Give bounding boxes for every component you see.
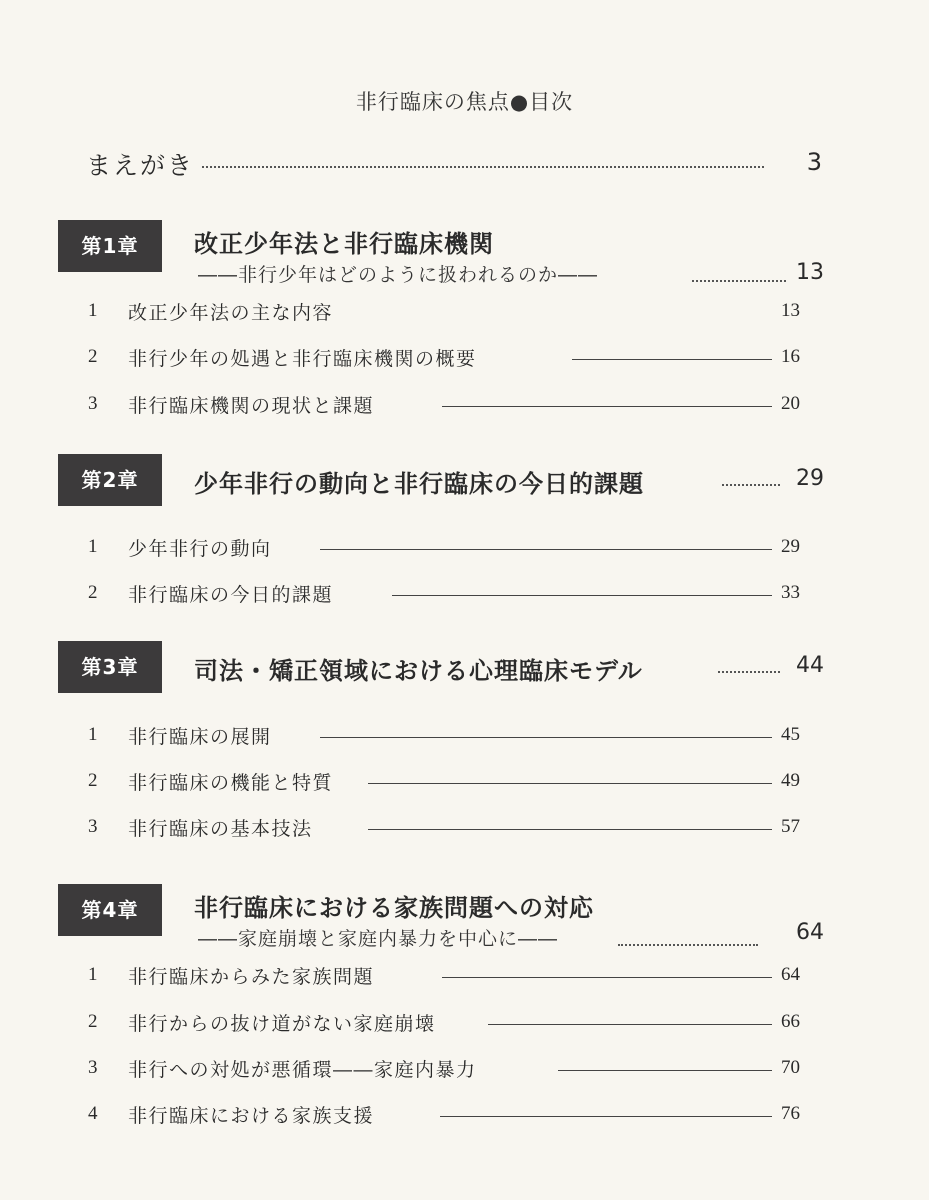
- section-number: 3: [88, 816, 98, 837]
- section-entry[interactable]: [88, 814, 800, 844]
- leader-rule: [572, 359, 772, 360]
- chapter-1-heading[interactable]: [58, 220, 824, 286]
- leader-rule: [442, 977, 772, 978]
- leader-rule: [320, 737, 772, 738]
- chapter-page-number: 44: [796, 653, 824, 678]
- chapter-4-heading[interactable]: [58, 884, 824, 950]
- leader-rule: [440, 1116, 772, 1117]
- section-title: 非行臨床機関の現状と課題: [128, 395, 375, 417]
- section-page-number: 66: [781, 1011, 800, 1032]
- dot-leader: [618, 944, 758, 946]
- section-title: 非行少年の処遇と非行臨床機関の概要: [128, 348, 477, 370]
- section-title: 非行臨床の今日的課題: [128, 584, 334, 606]
- section-number: 1: [88, 300, 98, 321]
- section-entry[interactable]: [88, 580, 800, 610]
- section-entry[interactable]: [88, 534, 800, 564]
- chapter-page-number: 13: [796, 260, 824, 285]
- chapter-title: 非行臨床における家族問題への対応: [194, 893, 594, 922]
- leader-rule: [488, 1024, 772, 1025]
- preface-label: まえがき: [86, 151, 195, 180]
- section-page-number: 29: [781, 536, 800, 557]
- section-title: 改正少年法の主な内容: [128, 302, 334, 324]
- section-number: 2: [88, 582, 98, 603]
- section-title: 非行臨床の機能と特質: [128, 772, 334, 794]
- dot-leader: [722, 484, 780, 486]
- leader-rule: [392, 595, 772, 596]
- section-entry[interactable]: [88, 344, 800, 374]
- section-page-number: 16: [781, 346, 800, 367]
- section-number: 1: [88, 536, 98, 557]
- section-entry[interactable]: [88, 722, 800, 752]
- section-page-number: 70: [781, 1057, 800, 1078]
- dot-leader: [718, 671, 780, 673]
- chapter-subtitle: ――家庭崩壊と家庭内暴力を中心に――: [198, 928, 559, 950]
- preface-entry[interactable]: [86, 146, 824, 180]
- section-entry[interactable]: [88, 1009, 800, 1039]
- section-title: 非行からの抜け道がない家庭崩壊: [128, 1013, 436, 1035]
- dot-leader: [202, 166, 764, 168]
- section-page-number: 57: [781, 816, 800, 837]
- section-title: 非行臨床における家族支援: [128, 1105, 375, 1127]
- chapter-badge: 第2章: [58, 454, 162, 506]
- section-entry[interactable]: [88, 962, 800, 992]
- section-page-number: 45: [781, 724, 800, 745]
- section-number: 2: [88, 770, 98, 791]
- leader-rule: [368, 829, 772, 830]
- leader-rule: [320, 549, 772, 550]
- chapter-title: 改正少年法と非行臨床機関: [194, 229, 494, 258]
- chapter-title: 司法・矯正領域における心理臨床モデル: [194, 656, 643, 685]
- preface-page-number: 3: [806, 148, 822, 176]
- section-number: 4: [88, 1103, 98, 1124]
- chapter-badge: 第1章: [58, 220, 162, 272]
- section-number: 2: [88, 346, 98, 367]
- section-number: 3: [88, 393, 98, 414]
- section-title: 非行臨床の展開: [128, 726, 272, 748]
- document-title: 非行臨床の焦点●目次: [355, 90, 574, 114]
- section-page-number: 76: [781, 1103, 800, 1124]
- section-entry[interactable]: [88, 768, 800, 798]
- section-page-number: 33: [781, 582, 800, 603]
- section-page-number: 20: [781, 393, 800, 414]
- chapter-2-heading[interactable]: [58, 454, 824, 506]
- leader-rule: [368, 783, 772, 784]
- chapter-badge: 第3章: [58, 641, 162, 693]
- section-number: 1: [88, 964, 98, 985]
- section-page-number: 49: [781, 770, 800, 791]
- chapter-page-number: 64: [796, 920, 824, 945]
- section-title: 少年非行の動向: [128, 538, 272, 560]
- section-number: 1: [88, 724, 98, 745]
- leader-rule: [558, 1070, 772, 1071]
- section-title: 非行臨床の基本技法: [128, 818, 313, 840]
- chapter-3-heading[interactable]: [58, 641, 824, 693]
- chapter-title: 少年非行の動向と非行臨床の今日的課題: [194, 469, 644, 498]
- chapter-subtitle: ――非行少年はどのように扱われるのか――: [198, 264, 599, 286]
- section-page-number: 64: [781, 964, 800, 985]
- section-entry[interactable]: [88, 1101, 800, 1131]
- section-page-number: 13: [781, 300, 800, 321]
- chapter-badge: 第4章: [58, 884, 162, 936]
- section-title: 非行への対処が悪循環――家庭内暴力: [128, 1059, 477, 1081]
- section-title: 非行臨床からみた家族問題: [128, 966, 375, 988]
- section-number: 3: [88, 1057, 98, 1078]
- section-entry[interactable]: [88, 298, 800, 328]
- section-entry[interactable]: [88, 1055, 800, 1085]
- section-number: 2: [88, 1011, 98, 1032]
- section-entry[interactable]: [88, 391, 800, 421]
- chapter-page-number: 29: [796, 466, 824, 491]
- dot-leader: [692, 280, 786, 282]
- leader-rule: [442, 406, 772, 407]
